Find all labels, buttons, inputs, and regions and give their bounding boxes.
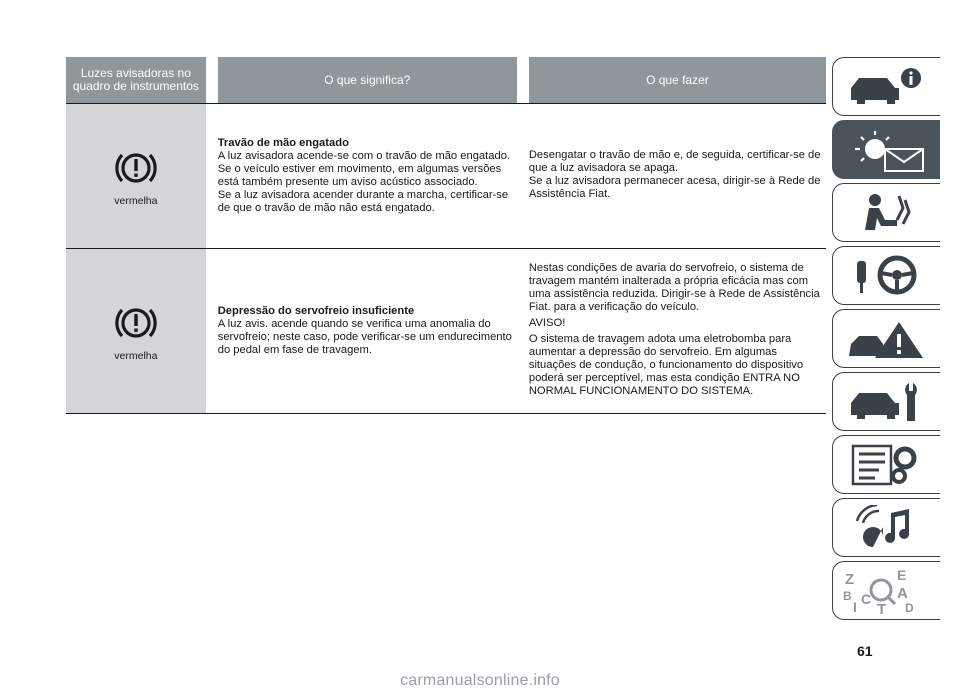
tab-maintenance[interactable] (832, 372, 940, 431)
specs-list-gear-icon (843, 442, 931, 488)
tab-starting-driving[interactable] (832, 246, 940, 305)
index-letter: I (853, 599, 857, 614)
tab-safety[interactable] (832, 183, 940, 242)
chapter-tabs (832, 57, 940, 624)
row-title: Depressão do servofreio insuficiente (217, 305, 415, 317)
index-letter: T (877, 601, 887, 614)
page-number: 61 (857, 643, 873, 659)
index-letter: C (861, 591, 872, 607)
action-text: Desengatar o travão de mão e, de seguida, certificar-se de que a luz avisadora se apaga. Se a luz avisadora permanecer acesa, dirigir-se à Rede de Assistência Fiat. (528, 148, 821, 200)
brake-warning-icon (113, 300, 159, 346)
car-wrench-icon (843, 379, 931, 425)
index-letter: E (897, 568, 907, 583)
car-accident-warning-icon (843, 316, 931, 362)
key-steering-wheel-icon (843, 253, 931, 299)
header-meaning: O que significa? (218, 57, 517, 103)
tab-emergency[interactable] (832, 309, 940, 368)
light-color-label: vermelha (114, 350, 158, 362)
table-row (66, 104, 826, 249)
action-cell (517, 104, 826, 248)
car-info-icon (843, 64, 931, 110)
tab-technical-data[interactable] (832, 435, 940, 494)
meaning-text: A luz avisadora acende-se com o travão de mão engatado. Se o veículo estiver em movimento, em algumas versões está também presente um aviso acústico associado. Se a luz avisadora acender durante a marcha, certificar-se de que o travão de mão não está engatado. (217, 150, 511, 214)
brake-warning-icon (113, 145, 159, 191)
meaning-cell (206, 249, 517, 413)
header-action: O que fazer (517, 57, 826, 103)
warning-light-cell (66, 249, 206, 413)
index-letter: B (843, 589, 852, 603)
warning-label: AVISO! (528, 316, 566, 329)
watermark[interactable]: carmanualsonline.info (0, 670, 960, 692)
warning-light-cell (66, 104, 206, 248)
tab-multimedia[interactable] (832, 498, 940, 557)
action-text: O sistema de travagem adota uma eletrobomba para aumentar a depressão do servofreio. Em algumas situações de condução, o funcionamento do dispositivo poderá ser perceptível, mas esta condição ENTRA NO NORMAL FUNCIONAMENTO DO SISTEMA. (528, 332, 804, 397)
warning-light-message-icon (843, 127, 931, 173)
multimedia-music-icon (843, 505, 931, 551)
tab-car-info[interactable] (832, 57, 940, 116)
meaning-text: A luz avis. acende quando se verifica uma anomalia do servofreio; neste caso, pode verificar-se um endurecimento do pedal em fase de travagem. (217, 318, 512, 356)
tab-index[interactable] (832, 561, 940, 620)
row-title: Travão de mão engatado (217, 137, 349, 149)
header-warning-lights: Luzes avisadoras no quadro de instrumentos (66, 57, 206, 103)
light-color-label: vermelha (114, 195, 158, 207)
table-row (66, 249, 826, 414)
index-letter: Z (845, 571, 855, 588)
seat-airbag-icon (843, 190, 931, 236)
action-text: Nestas condições de avaria do servofreio, o sistema de travagem mantém inalterada a própria eficácia mas com uma assistência reduzida. Dirigir-se à Rede de Assistência Fiat. para a verificação do veículo. (528, 261, 820, 313)
alphabetical-index-icon (843, 568, 931, 614)
action-cell (517, 249, 826, 413)
meaning-cell (206, 104, 517, 248)
index-letter: D (905, 601, 914, 614)
warning-lights-table (66, 57, 826, 414)
tab-warning-lights[interactable] (832, 120, 940, 179)
index-letter: A (897, 585, 908, 602)
table-header (66, 57, 826, 103)
